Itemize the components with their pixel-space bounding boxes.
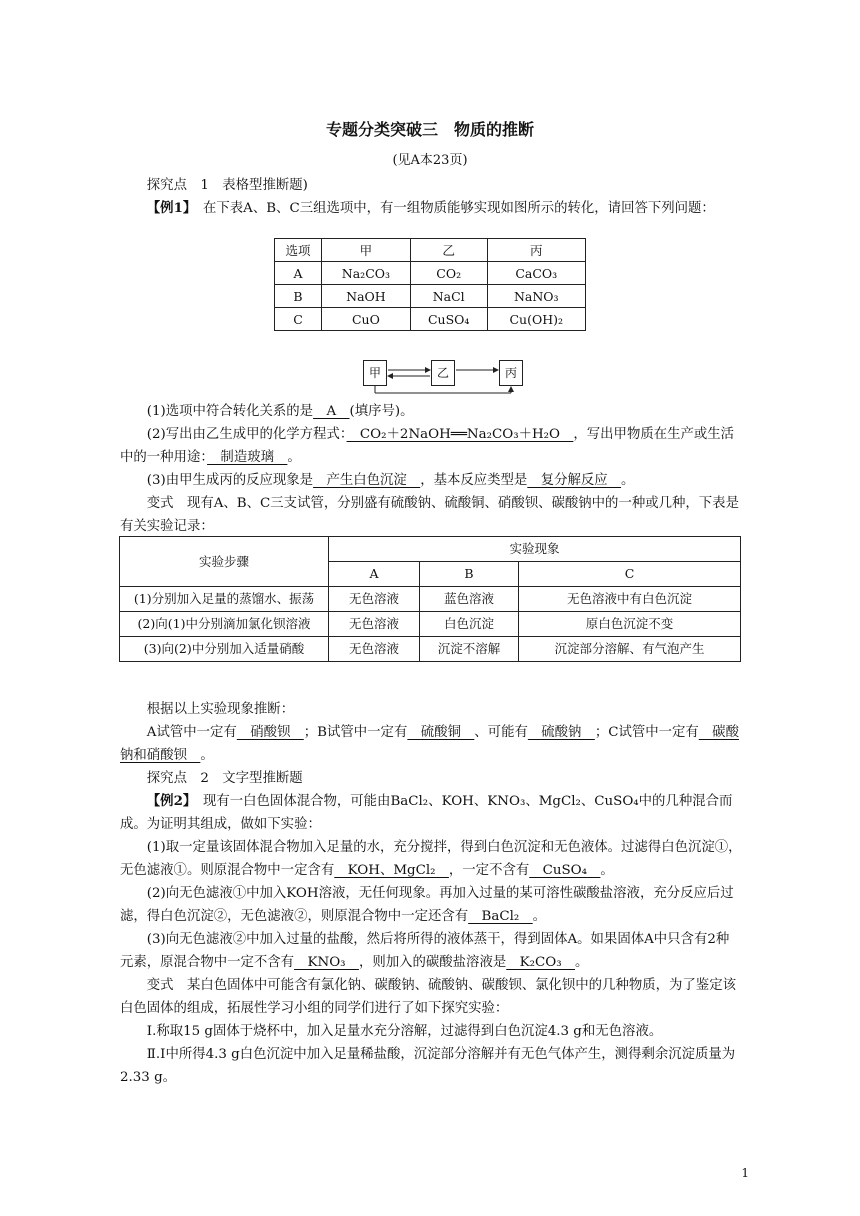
infer-text: 根据以上实验现象推断： <box>146 702 295 717</box>
question-text: 。 <box>200 748 214 763</box>
answer-blank: 制造玻璃 <box>207 450 288 465</box>
table-cell: 蓝色溶液 <box>420 587 519 612</box>
example-1-questions <box>120 400 742 538</box>
table-cell: A <box>275 262 322 285</box>
table-cell: CuO <box>321 308 410 331</box>
variant-2-step-1: Ⅰ.称取15 g固体于烧杯中，加入足量水充分溶解，过滤得到白色沉淀4.3 g和无色溶液。 <box>146 1024 663 1039</box>
table-cell: 无色溶液 <box>329 587 420 612</box>
table-cell: 沉淀部分溶解、有气泡产生 <box>519 637 741 662</box>
answer-blank: KOH、MgCl₂ <box>334 863 449 878</box>
example-2-q1 <box>120 836 742 882</box>
table-header: A <box>329 562 420 587</box>
answer-blank: K₂CO₃ <box>506 955 575 970</box>
answer-blank: CuSO₄ <box>529 863 601 878</box>
options-table <box>274 238 586 331</box>
answer-blank: BaCl₂ <box>468 909 533 924</box>
question-text: ；B试管中一定有 <box>303 725 408 740</box>
table-header: 选项 <box>275 239 322 262</box>
table-cell: B <box>275 285 322 308</box>
table-header: 甲 <box>321 239 410 262</box>
conversion-diagram <box>363 360 523 388</box>
table-header: 实验步骤 <box>120 537 329 587</box>
experiment-table <box>119 536 741 662</box>
diagram-node-yi: 乙 <box>431 360 455 386</box>
table-row <box>120 612 741 637</box>
table-header-row <box>275 239 586 262</box>
question-text: 。 <box>574 955 589 970</box>
example-2-q2 <box>120 882 742 928</box>
page-number: 1 <box>741 1166 749 1180</box>
answer-blank: CO₂＋2NaOH══Na₂CO₃＋H₂O <box>346 427 574 442</box>
answer-blank: 硫酸钠 <box>527 725 595 740</box>
answer-blank: 复分解反应 <box>527 473 622 488</box>
table-row <box>275 308 586 331</box>
table-header: 丙 <box>487 239 586 262</box>
example-1-text: 在下表A、B、C三组选项中，有一组物质能够实现如图所示的转化，请回答下列问题： <box>189 201 715 216</box>
variant-1-answers <box>120 698 742 1089</box>
table-cell: 原白色沉淀不变 <box>519 612 741 637</box>
variant-1-answer <box>120 721 742 767</box>
example-2-text: 现有一白色固体混合物，可能由BaCl₂、KOH、KNO₃、MgCl₂、CuSO₄中的几种混合而成。为证明其组成，做如下实验： <box>120 794 733 832</box>
question-text: (3)向无色滤液②中加入过量的盐酸，然后将所得的液体蒸干，得到固体A。如果固体A中只含有2种元素，原混合物中一定不含有 <box>120 932 730 970</box>
question-text: (1)选项中符合转化关系的是 <box>146 404 314 419</box>
diagram-arrows <box>363 360 523 400</box>
table-cell: 无色溶液中有白色沉淀 <box>519 587 741 612</box>
section-2-heading: 探究点 2 文字型推断题 <box>146 771 303 786</box>
answer-blank: 产生白色沉淀 <box>313 473 421 488</box>
table-cell: Na₂CO₃ <box>321 262 410 285</box>
question-text: ，写出甲物质在生产或生活中的一种用途： <box>120 427 735 465</box>
table-cell: NaNO₃ <box>487 285 586 308</box>
table-cell: 无色溶液 <box>329 637 420 662</box>
variant-1-intro: 变式 现有A、B、C三支试管，分别盛有硫酸钠、硫酸铜、硝酸钡、碳酸钠中的一种或几种，下表是有关实验记录： <box>120 496 739 534</box>
table-row <box>120 637 741 662</box>
table-header: 实验现象 <box>329 537 741 562</box>
example-2-label: 【例2】 <box>146 793 190 809</box>
question-text: A试管中一定有 <box>146 725 237 740</box>
table-header: 乙 <box>410 239 487 262</box>
table-cell: NaCl <box>410 285 487 308</box>
example-1 <box>120 197 742 220</box>
table-cell: 无色溶液 <box>329 612 420 637</box>
question-1 <box>120 400 742 423</box>
question-text: ；C试管中一定有 <box>594 725 699 740</box>
answer-blank: 碳酸钠和硝酸钡 <box>120 725 739 763</box>
question-2 <box>120 423 742 469</box>
question-text: 。 <box>600 863 614 878</box>
table-row <box>275 285 586 308</box>
variant-2-intro: 变式 某白色固体中可能含有氯化钠、碳酸钠、硫酸钠、碳酸钡、氯化钡中的几种物质，为了鉴定该白色固体的组成，拓展性学习小组的同学们进行了如下探究实验： <box>120 978 736 1016</box>
table-header: C <box>519 562 741 587</box>
answer-blank: A <box>313 404 350 419</box>
question-text: ，基本反应类型是 <box>420 473 528 488</box>
question-text: 。 <box>287 450 301 465</box>
table-cell: 沉淀不溶解 <box>420 637 519 662</box>
table-cell: Cu(OH)₂ <box>487 308 586 331</box>
question-text: (填序号)。 <box>349 404 414 419</box>
answer-blank: 硝酸钡 <box>236 725 304 740</box>
table-cell: CuSO₄ <box>410 308 487 331</box>
table-cell: (2)向(1)中分别滴加氯化钡溶液 <box>120 612 329 637</box>
variant-2-step-2: Ⅱ.Ⅰ中所得4.3 g白色沉淀中加入足量稀盐酸，沉淀部分溶解并有无色气体产生，测得剩余沉淀质量为2.33 g。 <box>120 1047 736 1085</box>
question-text: 。 <box>621 473 635 488</box>
table-cell: CO₂ <box>410 262 487 285</box>
example-1-label: 【例1】 <box>146 200 190 216</box>
table-cell: (3)向(2)中分别加入适量硝酸 <box>120 637 329 662</box>
diagram-node-jia: 甲 <box>363 360 387 386</box>
table-cell: C <box>275 308 322 331</box>
question-text: ，则加入的碳酸盐溶液是 <box>358 955 507 970</box>
table-cell: (1)分别加入足量的蒸馏水、振荡 <box>120 587 329 612</box>
section-1-heading: 探究点 1 表格型推断题) <box>146 178 308 193</box>
table-row <box>275 262 586 285</box>
question-text: (2)写出由乙生成甲的化学方程式： <box>146 427 347 442</box>
section-1 <box>120 174 742 220</box>
example-2 <box>120 790 742 836</box>
table-cell: NaOH <box>321 285 410 308</box>
question-text: 。 <box>532 909 547 924</box>
question-text: (2)向无色滤液①中加入KOH溶液，无任何现象。再加入过量的某可溶性碳酸盐溶液，充分反应后过滤，得白色沉淀②，无色滤液②，则原混合物中一定还含有 <box>120 886 734 924</box>
table-header-row <box>120 537 741 562</box>
answer-blank: 硫酸铜 <box>407 725 475 740</box>
table-row <box>120 587 741 612</box>
table-header: B <box>420 562 519 587</box>
question-3 <box>120 469 742 492</box>
question-text: 、可能有 <box>474 725 528 740</box>
diagram-node-bing: 丙 <box>499 360 523 386</box>
table-cell: 白色沉淀 <box>420 612 519 637</box>
question-text: ，一定不含有 <box>448 863 530 878</box>
question-text: (3)由甲生成丙的反应现象是 <box>146 473 314 488</box>
page-title: 专题分类突破三 物质的推断 <box>325 120 534 139</box>
answer-blank: KNO₃ <box>294 955 359 970</box>
example-2-q3 <box>120 928 742 974</box>
question-text: (1)取一定量该固体混合物加入足量的水，充分搅拌，得到白色沉淀和无色液体。过滤得白色沉淀①，无色滤液①。则原混合物中一定含有 <box>120 840 742 878</box>
reference-note: (见A本23页) <box>392 153 468 168</box>
table-cell: CaCO₃ <box>487 262 586 285</box>
